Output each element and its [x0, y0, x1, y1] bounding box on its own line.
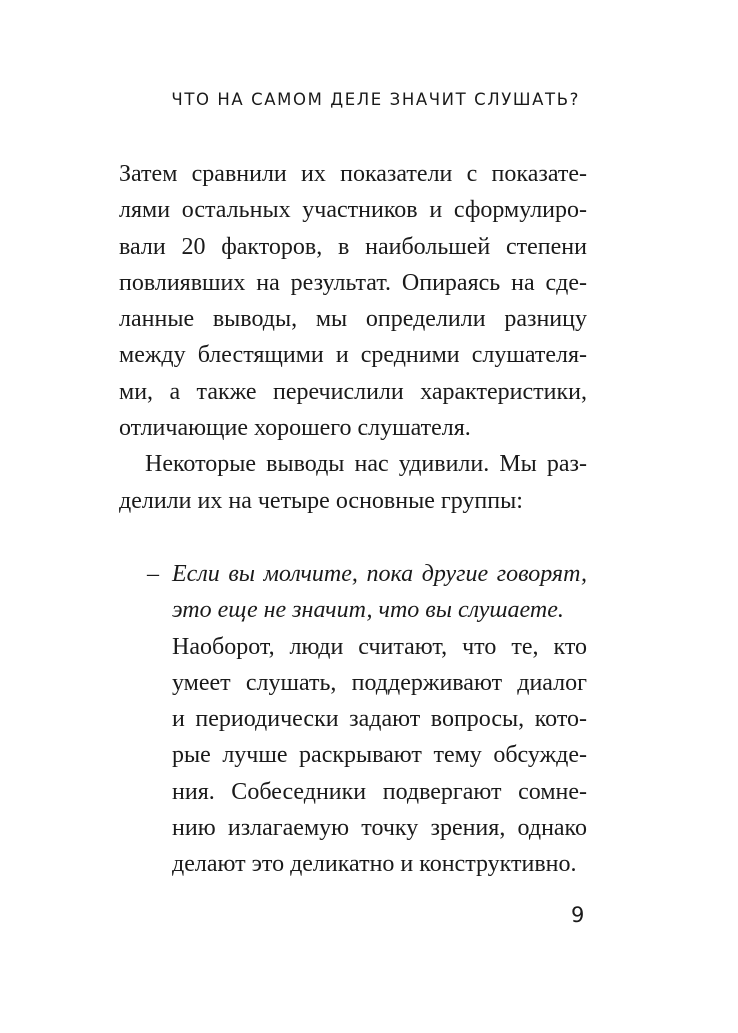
text-line: Наоборот, люди считают, что те, кто: [172, 633, 587, 660]
text-line: нию излагаемую точку зрения, однако: [172, 815, 587, 842]
text-line: ми, а также перечислили характеристики,: [119, 378, 587, 405]
italic-lead-line: это еще не значит, что вы слушаете.: [172, 597, 564, 624]
paragraph-spacer: [119, 519, 587, 556]
text-line: Некоторые выводы нас удивили. Мы раз-: [145, 451, 587, 478]
text-line: вали 20 факторов, в наибольшей степени: [119, 233, 587, 260]
text-line: делают это деликатно и конструктивно.: [172, 851, 577, 878]
text-line: делили их на четыре основные группы:: [119, 487, 523, 514]
text-line: и периодически задают вопросы, кото-: [172, 706, 587, 733]
text-line: между блестящими и средними слушателя-: [119, 342, 587, 369]
list-item-body: [172, 556, 587, 883]
text-line: умеет слушать, поддерживают диалог: [172, 669, 587, 696]
text-line: отличающие хорошего слушателя.: [119, 415, 471, 442]
italic-lead-line: Если вы молчите, пока другие говорят,: [172, 560, 587, 587]
paragraph-2: [119, 446, 587, 519]
text-line: лями остальных участников и сформулиро-: [119, 197, 587, 224]
list-dash: –: [147, 560, 159, 587]
paragraph-1: [119, 156, 587, 446]
text-line: повлиявших на результат. Опираясь на сде-: [119, 269, 587, 296]
text-line: Затем сравнили их показатели с показате-: [119, 161, 587, 187]
text-line: ния. Собеседники подвергают сомне-: [172, 778, 587, 805]
list-item: [119, 556, 587, 883]
body-text: [119, 156, 587, 883]
text-line: ланные выводы, мы определили разницу: [119, 306, 587, 333]
page-number: 9: [571, 903, 585, 927]
running-head: ЧТО НА САМОМ ДЕЛЕ ЗНАЧИТ СЛУШАТЬ?: [171, 90, 580, 109]
text-line: рые лучше раскрывают тему обсужде-: [172, 742, 587, 769]
